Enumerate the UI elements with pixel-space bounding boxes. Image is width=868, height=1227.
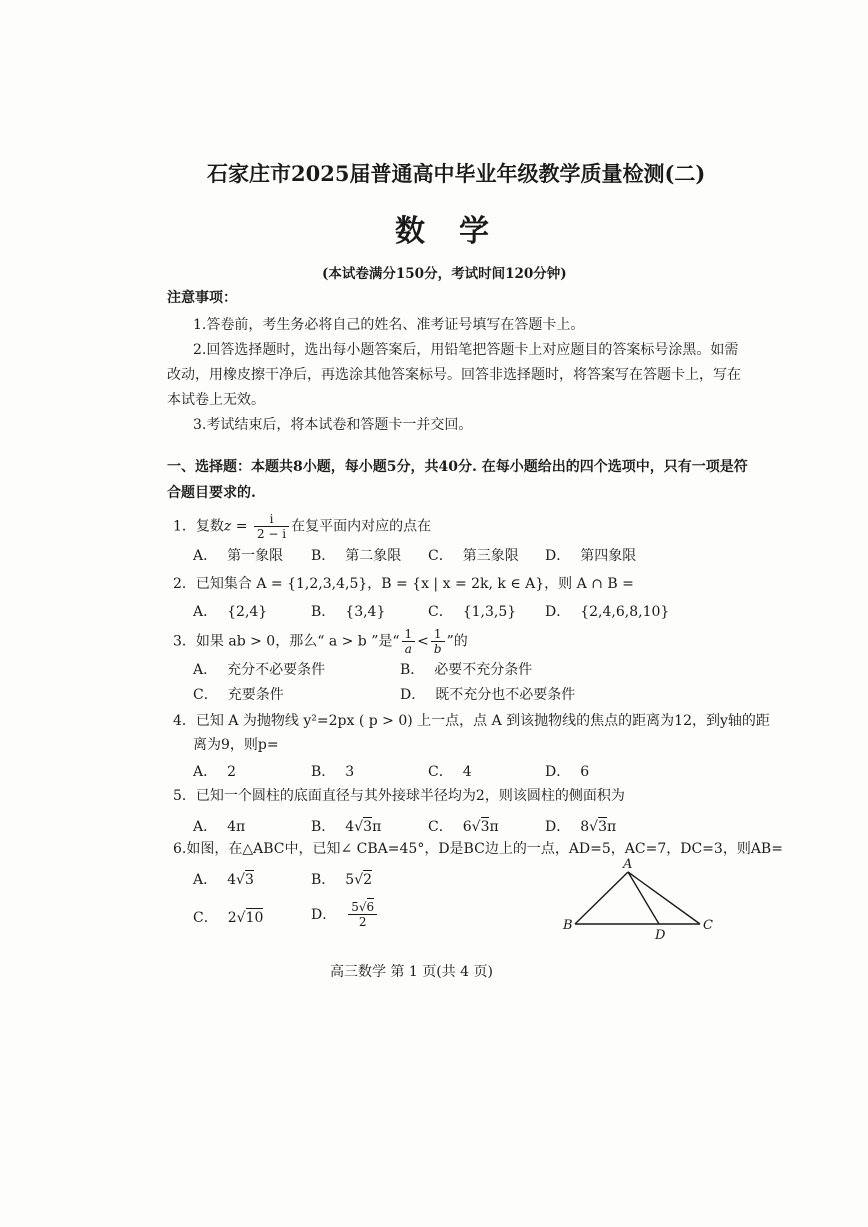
q4-option-d: D． 6 xyxy=(545,764,590,780)
q6-option-c: C． 2√10 xyxy=(193,910,264,926)
fraction: $\frac{1}{a}$ xyxy=(402,627,416,656)
question-5: 5．已知一个圆柱的底面直径与其外接球半径均为2，则该圆柱的侧面积为 xyxy=(173,788,625,804)
label-c: C xyxy=(703,918,713,933)
exam-title: 石家庄市2025届普通高中毕业年级教学质量检测(二) xyxy=(207,161,706,186)
notice-item-2-end: 本试卷上无效。 xyxy=(167,392,265,408)
q4-option-c: C． 4 xyxy=(428,764,472,780)
label-b: B xyxy=(563,918,573,933)
q4-option-b: B． 3 xyxy=(311,764,355,780)
triangle-figure xyxy=(555,852,725,942)
q1-option-d: D． 第四象限 xyxy=(545,548,637,564)
question-3: 3．如果 ab > 0，那么“ a > b ”是“ $\frac{1}{a}$ < $\frac{1}{b}$ ”的 xyxy=(173,627,468,656)
page-footer: 高三数学 第 1 页(共 4 页) xyxy=(330,964,493,980)
q2-option-c: C． {1,3,5} xyxy=(428,604,517,620)
notice-item-3: 3.考试结束后，将本试卷和答题卡一并交回。 xyxy=(193,417,473,433)
label-d: D xyxy=(655,928,666,942)
q5-option-b: B． 4√3π xyxy=(311,819,382,835)
q1-option-a: A． 第一象限 xyxy=(193,548,284,564)
fraction: $\frac{i}{2 - i}$ xyxy=(254,512,289,541)
section-heading: 一、选择题：本题共8小题，每小题5分，共40分. 在每小题给出的四个选项中，只有一项是符 xyxy=(167,459,748,475)
q3-option-c: C． 充要条件 xyxy=(193,687,284,703)
fraction: $\frac{1}{b}$ xyxy=(431,627,445,656)
q2-option-a: A． {2,4} xyxy=(193,604,268,620)
section-heading-cont: 合题目要求的. xyxy=(167,485,256,501)
question-4-cont: 离为9，则p= xyxy=(193,737,279,753)
exam-note: (本试卷满分150分，考试时间120分钟) xyxy=(322,266,567,282)
q2-option-b: B． {3,4} xyxy=(311,604,386,620)
question-6: 6.如图，在△ABC中，已知∠ CBA=45°，D是BC边上的一点，AD=5，AC=7，DC=3，则AB= xyxy=(173,841,783,857)
q6-option-a: A． 4√3 xyxy=(193,872,254,888)
notice-item-1: 1.答卷前，考生务必将自己的姓名、准考证号填写在答题卡上。 xyxy=(193,317,585,333)
q5-option-d: D． 8√3π xyxy=(545,819,617,835)
question-1: 1．复数z = $\frac{i}{2 - i}$ 在复平面内对应的点在 xyxy=(173,512,432,541)
label-a: A xyxy=(623,857,633,872)
q3-option-b: B． 必要不充分条件 xyxy=(400,662,533,678)
q4-option-a: A． 2 xyxy=(193,764,237,780)
q5-option-a: A． 4π xyxy=(193,819,246,835)
segment-ac xyxy=(628,872,700,924)
q5-option-c: C． 6√3π xyxy=(428,819,499,835)
notice-item-2-cont: 改动，用橡皮擦干净后，再选涂其他答案标号。回答非选择题时，将答案写在答题卡上，写在 xyxy=(167,367,741,383)
q6-option-d: D． $\frac{5√6}{2}$ xyxy=(311,900,379,929)
question-4: 4．已知 A 为抛物线 y²=2px ( p > 0) 上一点，点 A 到该抛物线的焦点的距离为12，到y轴的距 xyxy=(173,713,770,729)
subject-title: 数学 xyxy=(395,214,523,249)
q2-option-d: D． {2,4,6,8,10} xyxy=(545,604,670,620)
question-2: 2．已知集合 A = {1,2,3,4,5}，B = {x | x = 2k, k ∈ A}，则 A ∩ B = xyxy=(173,576,634,592)
notice-heading: 注意事项： xyxy=(167,290,237,306)
segment-ad xyxy=(628,872,659,924)
question-number: 1． xyxy=(173,518,196,535)
segment-ab xyxy=(575,872,628,924)
notice-item-2: 2.回答选择题时，选出每小题答案后，用铅笔把答题卡上对应题目的答案标号涂黑。如需 xyxy=(193,342,739,358)
q3-option-a: A． 充分不必要条件 xyxy=(193,662,326,678)
q1-option-c: C． 第三象限 xyxy=(428,548,519,564)
q6-option-b: B． 5√2 xyxy=(311,872,373,888)
q3-option-d: D． 既不充分也不必要条件 xyxy=(400,687,576,703)
fraction: $\frac{5√6}{2}$ xyxy=(348,900,377,929)
q1-option-b: B． 第二象限 xyxy=(311,548,402,564)
